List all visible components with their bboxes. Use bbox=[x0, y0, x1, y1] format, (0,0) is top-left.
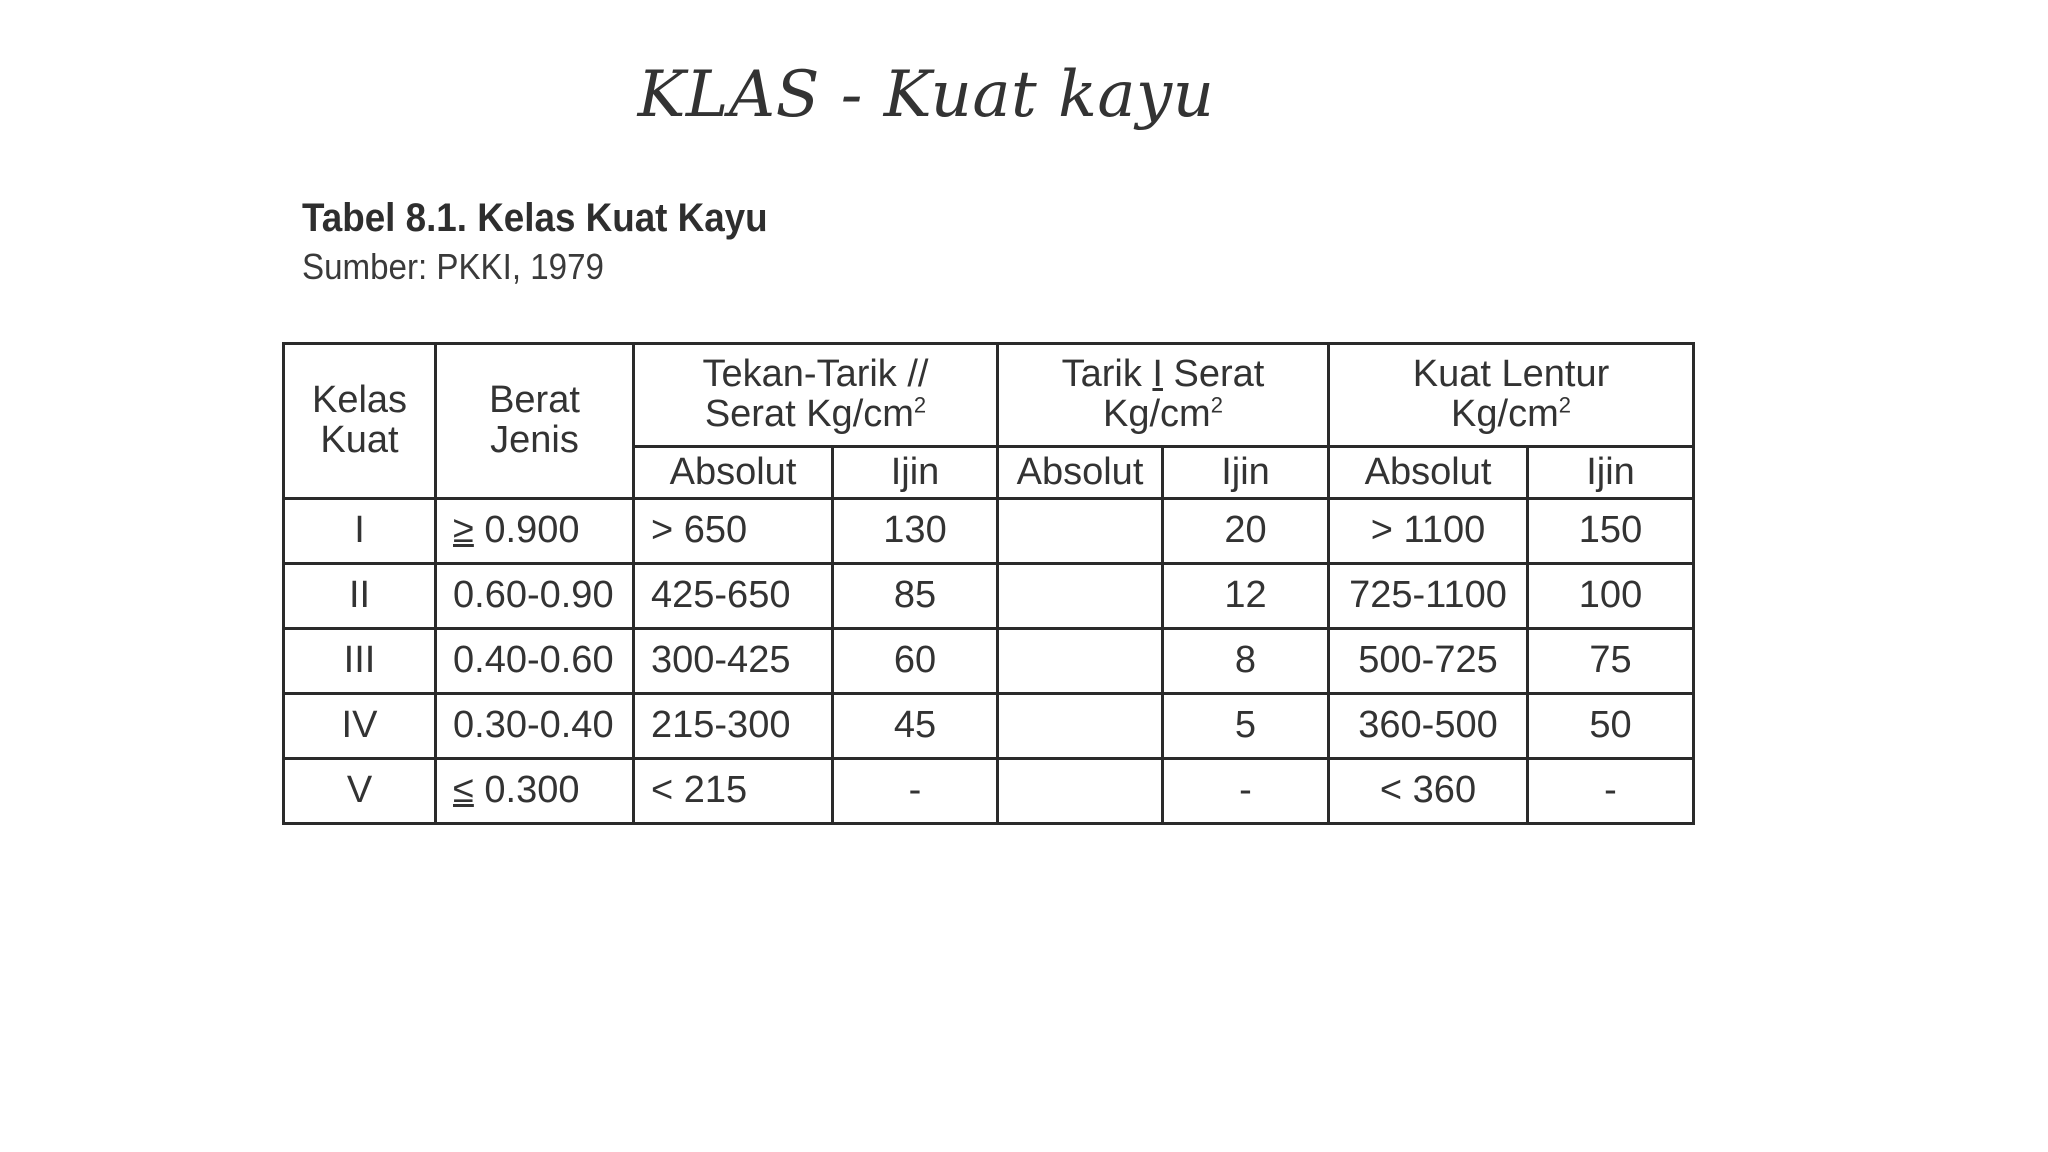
header-ijin: Ijin bbox=[833, 447, 998, 499]
cell-kuat-lentur-ijin: 150 bbox=[1528, 499, 1694, 564]
cell-kelas: V bbox=[284, 759, 436, 824]
cell-tarik-tegak-absolut bbox=[998, 499, 1163, 564]
table-row bbox=[284, 564, 1694, 629]
cell-tarik-tegak-absolut bbox=[998, 759, 1163, 824]
table-row bbox=[284, 759, 1694, 824]
cell-tarik-tegak-ijin: - bbox=[1163, 759, 1329, 824]
cell-tarik-tegak-absolut bbox=[998, 694, 1163, 759]
cell-kelas: I bbox=[284, 499, 436, 564]
table-row bbox=[284, 499, 1694, 564]
cell-kelas: IV bbox=[284, 694, 436, 759]
cell-tekan-tarik-absolut: > 650 bbox=[634, 499, 833, 564]
table-row bbox=[284, 694, 1694, 759]
header-berat-jenis: Berat Jenis bbox=[436, 344, 634, 499]
header-absolut: Absolut bbox=[1329, 447, 1528, 499]
cell-tekan-tarik-ijin: 85 bbox=[833, 564, 998, 629]
table-row bbox=[284, 629, 1694, 694]
cell-kelas: III bbox=[284, 629, 436, 694]
cell-kuat-lentur-absolut: < 360 bbox=[1329, 759, 1528, 824]
cell-kuat-lentur-absolut: 500-725 bbox=[1329, 629, 1528, 694]
cell-tekan-tarik-ijin: 60 bbox=[833, 629, 998, 694]
cell-berat-jenis: 0.40-0.60 bbox=[436, 629, 634, 694]
cell-tekan-tarik-ijin: 130 bbox=[833, 499, 998, 564]
cell-berat-jenis: 0.60-0.90 bbox=[436, 564, 634, 629]
header-tekan-tarik-serat: Tekan-Tarik // Serat $Kg/cm^2$ bbox=[634, 344, 998, 447]
header-ijin: Ijin bbox=[1528, 447, 1694, 499]
cell-berat-jenis: ≤ 0.300 bbox=[436, 759, 634, 824]
cell-tekan-tarik-absolut: 300-425 bbox=[634, 629, 833, 694]
cell-tarik-tegak-absolut bbox=[998, 629, 1163, 694]
cell-tekan-tarik-ijin: - bbox=[833, 759, 998, 824]
header-kelas-kuat: Kelas Kuat bbox=[284, 344, 436, 499]
cell-tekan-tarik-absolut: < 215 bbox=[634, 759, 833, 824]
cell-tekan-tarik-ijin: 45 bbox=[833, 694, 998, 759]
cell-tarik-tegak-absolut bbox=[998, 564, 1163, 629]
cell-tekan-tarik-absolut: 425-650 bbox=[634, 564, 833, 629]
cell-tarik-tegak-ijin: 5 bbox=[1163, 694, 1329, 759]
cell-kuat-lentur-ijin: 100 bbox=[1528, 564, 1694, 629]
slide-title: KLAS - Kuat kayu bbox=[637, 58, 1215, 132]
table-caption-title: Tabel 8.1. Kelas Kuat Kayu bbox=[302, 196, 768, 240]
cell-kuat-lentur-absolut: 725-1100 bbox=[1329, 564, 1528, 629]
wood-strength-class-table bbox=[282, 342, 1695, 825]
cell-tekan-tarik-absolut: 215-300 bbox=[634, 694, 833, 759]
cell-kuat-lentur-ijin: 50 bbox=[1528, 694, 1694, 759]
header-absolut: Absolut bbox=[998, 447, 1163, 499]
cell-kuat-lentur-ijin: - bbox=[1528, 759, 1694, 824]
cell-tarik-tegak-ijin: 12 bbox=[1163, 564, 1329, 629]
cell-kuat-lentur-absolut: > 1100 bbox=[1329, 499, 1528, 564]
header-absolut: Absolut bbox=[634, 447, 833, 499]
cell-berat-jenis: ≥ 0.900 bbox=[436, 499, 634, 564]
header-ijin: Ijin bbox=[1163, 447, 1329, 499]
cell-kuat-lentur-absolut: 360-500 bbox=[1329, 694, 1528, 759]
cell-berat-jenis: 0.30-0.40 bbox=[436, 694, 634, 759]
table-caption-source: Sumber: PKKI, 1979 bbox=[302, 246, 604, 287]
cell-kuat-lentur-ijin: 75 bbox=[1528, 629, 1694, 694]
cell-kelas: II bbox=[284, 564, 436, 629]
cell-tarik-tegak-ijin: 20 bbox=[1163, 499, 1329, 564]
header-tarik-tegak-serat: Tarik I Serat $Kg/cm^2$ bbox=[998, 344, 1329, 447]
cell-tarik-tegak-ijin: 8 bbox=[1163, 629, 1329, 694]
header-kuat-lentur: Kuat Lentur $Kg/cm^2$ bbox=[1329, 344, 1694, 447]
